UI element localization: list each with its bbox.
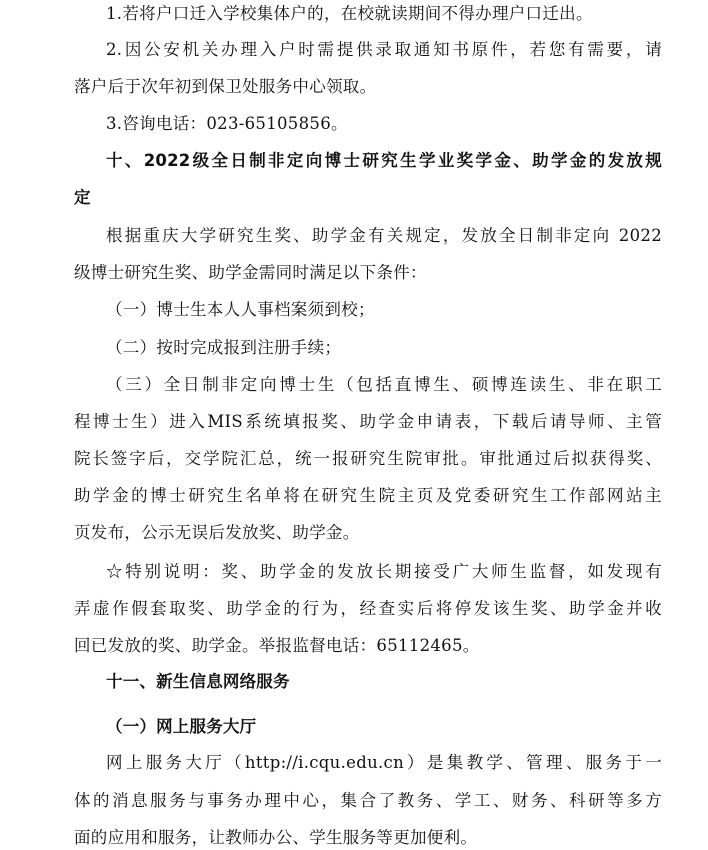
- text-line-21: 网上服务大厅（http://i.cqu.edu.cn）是集教学、管理、服务于一: [106, 753, 662, 772]
- text-line-8: 级博士研究生奖、助学金需同时满足以下条件：: [74, 263, 427, 282]
- text-line-12: 程博士生）进入MIS系统填报奖、助学金申请表，下载后请导师、主管: [74, 412, 662, 431]
- section-heading-10-cont: 定: [74, 188, 91, 207]
- subsection-heading-1: （一）网上服务大厅: [106, 717, 257, 736]
- text-line-22: 体的消息服务与事务办理中心，集合了教务、学工、财务、科研等多方: [74, 791, 662, 810]
- text-line-13: 院长签字后，交学院汇总，统一报研究生院审批。审批通过后拟获得奖、: [74, 449, 662, 468]
- condition-item-2: （二）按时完成报到注册手续；: [106, 338, 342, 357]
- text-line-15: 页发布，公示无误后发放奖、助学金。: [74, 523, 360, 542]
- special-note: ☆特别说明：奖、助学金的发放长期接受广大师生监督，如发现有: [106, 562, 662, 581]
- text-line-18: 回已发放的奖、助学金。举报监督电话：65112465。: [74, 636, 480, 655]
- text-line-23: 面的应用和服务，让教师办公、学生服务等更加便利。: [74, 828, 478, 847]
- condition-item-3: （三）全日制非定向博士生（包括直博生、硕博连读生、非在职工: [106, 375, 662, 394]
- text-line-14: 助学金的博士研究生名单将在研究生院主页及党委研究生工作部网站主: [74, 486, 662, 505]
- text-line-1: 1.若将户口迁入学校集体户的，在校就读期间不得办理户口迁出。: [106, 4, 593, 23]
- text-line-4: 3.咨询电话：023-65105856。: [106, 114, 348, 133]
- section-heading-10: 十、2022级全日制非定向博士研究生学业奖学金、助学金的发放规: [106, 151, 662, 170]
- text-line-17: 弄虚作假套取奖、助学金的行为，经查实后将停发该生奖、助学金并收: [74, 599, 662, 618]
- text-line-7: 根据重庆大学研究生奖、助学金有关规定，发放全日制非定向 2022: [106, 226, 662, 245]
- text-line-3: 落户后于次年初到保卫处服务中心领取。: [74, 77, 377, 96]
- section-heading-11: 十一、新生信息网络服务: [106, 672, 290, 691]
- condition-item-1: （一）博士生本人人事档案须到校；: [106, 300, 375, 319]
- text-line-2: 2.因公安机关办理入户时需提供录取通知书原件，若您有需要，请: [106, 40, 662, 59]
